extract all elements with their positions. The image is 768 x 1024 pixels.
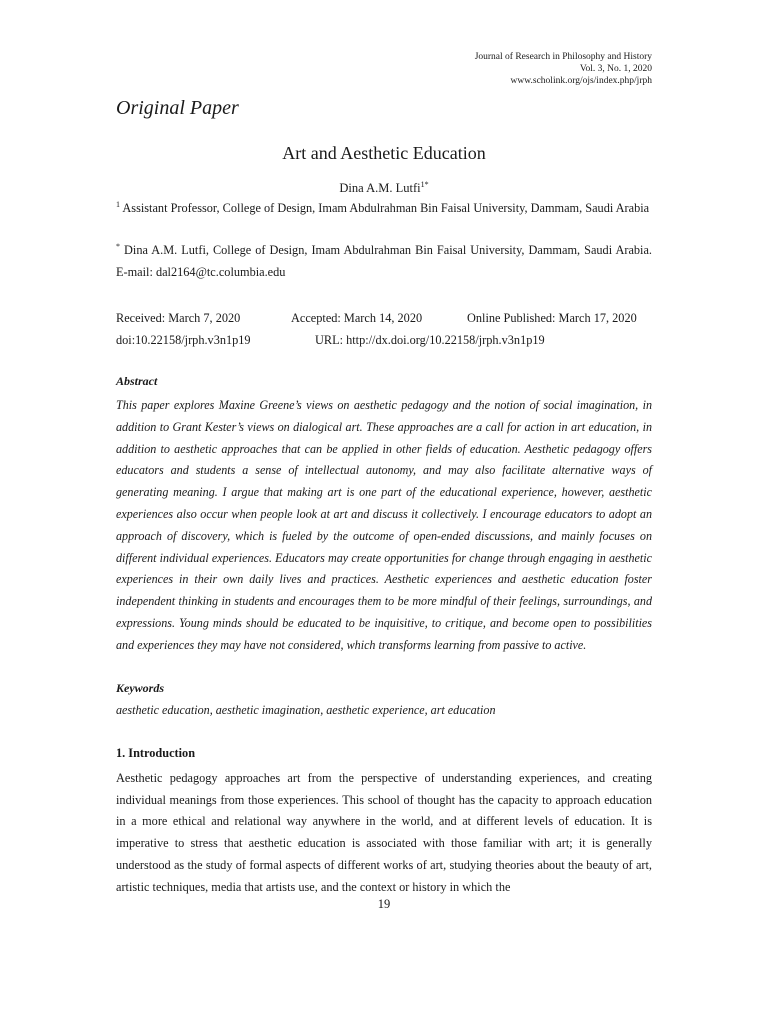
- running-head: [475, 51, 652, 87]
- introduction-text: Aesthetic pedagogy approaches art from the perspective of understanding experiences, and creating individual meanings from those experiences. This school of thought has the capacity to approach education in a more ethical and relational way anywhere in the world, and at different levels of education. It is imperative to stress that aesthetic education is associated with those familiar with art; it is generally understood as the study of formal aspects of different works of art, studying theories about the beauty of art, artistic techniques, media that artists use, and the context or history in which the: [116, 771, 652, 894]
- affiliation-1-text: Assistant Professor, College of Design, Imam Abdulrahman Bin Faisal University, Dammam, Saudi Arabia: [122, 201, 650, 215]
- accepted-date: Accepted: March 14, 2020: [291, 311, 423, 325]
- affiliation-1-mark: 1: [116, 199, 120, 209]
- received-date: Received: March 7, 2020: [116, 311, 241, 325]
- keywords-heading: Keywords: [116, 681, 164, 695]
- affiliation-1: [116, 198, 652, 220]
- page-number: 19: [377, 897, 391, 911]
- publication-dates: [116, 308, 652, 351]
- author-name: Dina A.M. Lutfi: [339, 181, 421, 196]
- published-date: Online Published: March 17, 2020: [467, 311, 637, 325]
- abstract-text: This paper explores Maxine Greene’s views on aesthetic pedagogy and the notion of social imagination, in addition to Grant Kester’s views on dialogical art. These approaches are a call for action in art education, in addition to aesthetic approaches that can be applied in other fields of education. Aesthetic pedagogy offers educators and students a sense of intellectual autonomy, and may also facilitate alternative ways of generating meaning. I argue that making art is one part of the educational experience, however, aesthetic experiences also occur when people look at art and discuss it collectively. I encourage educators to adopt an approach of discovery, which is fueled by the outcome of open-ended discussions, and mainly focuses on different individual experiences. Educators may create opportunities for change through engaging in aesthetic experiences in their own daily lives and practices. Aesthetic experiences and aesthetic education foster independent thinking in students and encourages them to be more mindful of their feelings, surroundings, and expressions. Young minds should be educated to be inquisitive, to critique, and become open to possibilities and experiences they may have not considered, which transforms learning from passive to active.: [116, 398, 652, 652]
- affiliation-2-mark: *: [116, 241, 120, 251]
- doi-url[interactable]: URL: http://dx.doi.org/10.22158/jrph.v3n1p19: [315, 332, 545, 347]
- affiliation-2: [116, 240, 652, 283]
- abstract-heading: Abstract: [116, 374, 158, 388]
- affiliation-2-text: Dina A.M. Lutfi, College of Design, Imam Abdulrahman Bin Faisal University, Dammam, Saudi Arabia. E-mail: dal2164@tc.columbia.edu: [116, 243, 652, 279]
- paper-title: Art and Aesthetic Education: [282, 143, 486, 163]
- author-line: [116, 180, 652, 196]
- author-superscript: 1*: [420, 180, 429, 189]
- journal-url[interactable]: www.scholink.org/ojs/index.php/jrph: [510, 76, 652, 86]
- keywords-text: aesthetic education, aesthetic imagination, aesthetic experience, art education: [116, 703, 496, 717]
- journal-name: Journal of Research in Philosophy and History: [474, 52, 652, 62]
- doi[interactable]: doi:10.22158/jrph.v3n1p19: [116, 332, 251, 347]
- journal-volume: Vol. 3, No. 1, 2020: [579, 64, 652, 74]
- paper-type: Original Paper: [116, 97, 239, 119]
- section-heading-introduction: 1. Introduction: [116, 746, 196, 760]
